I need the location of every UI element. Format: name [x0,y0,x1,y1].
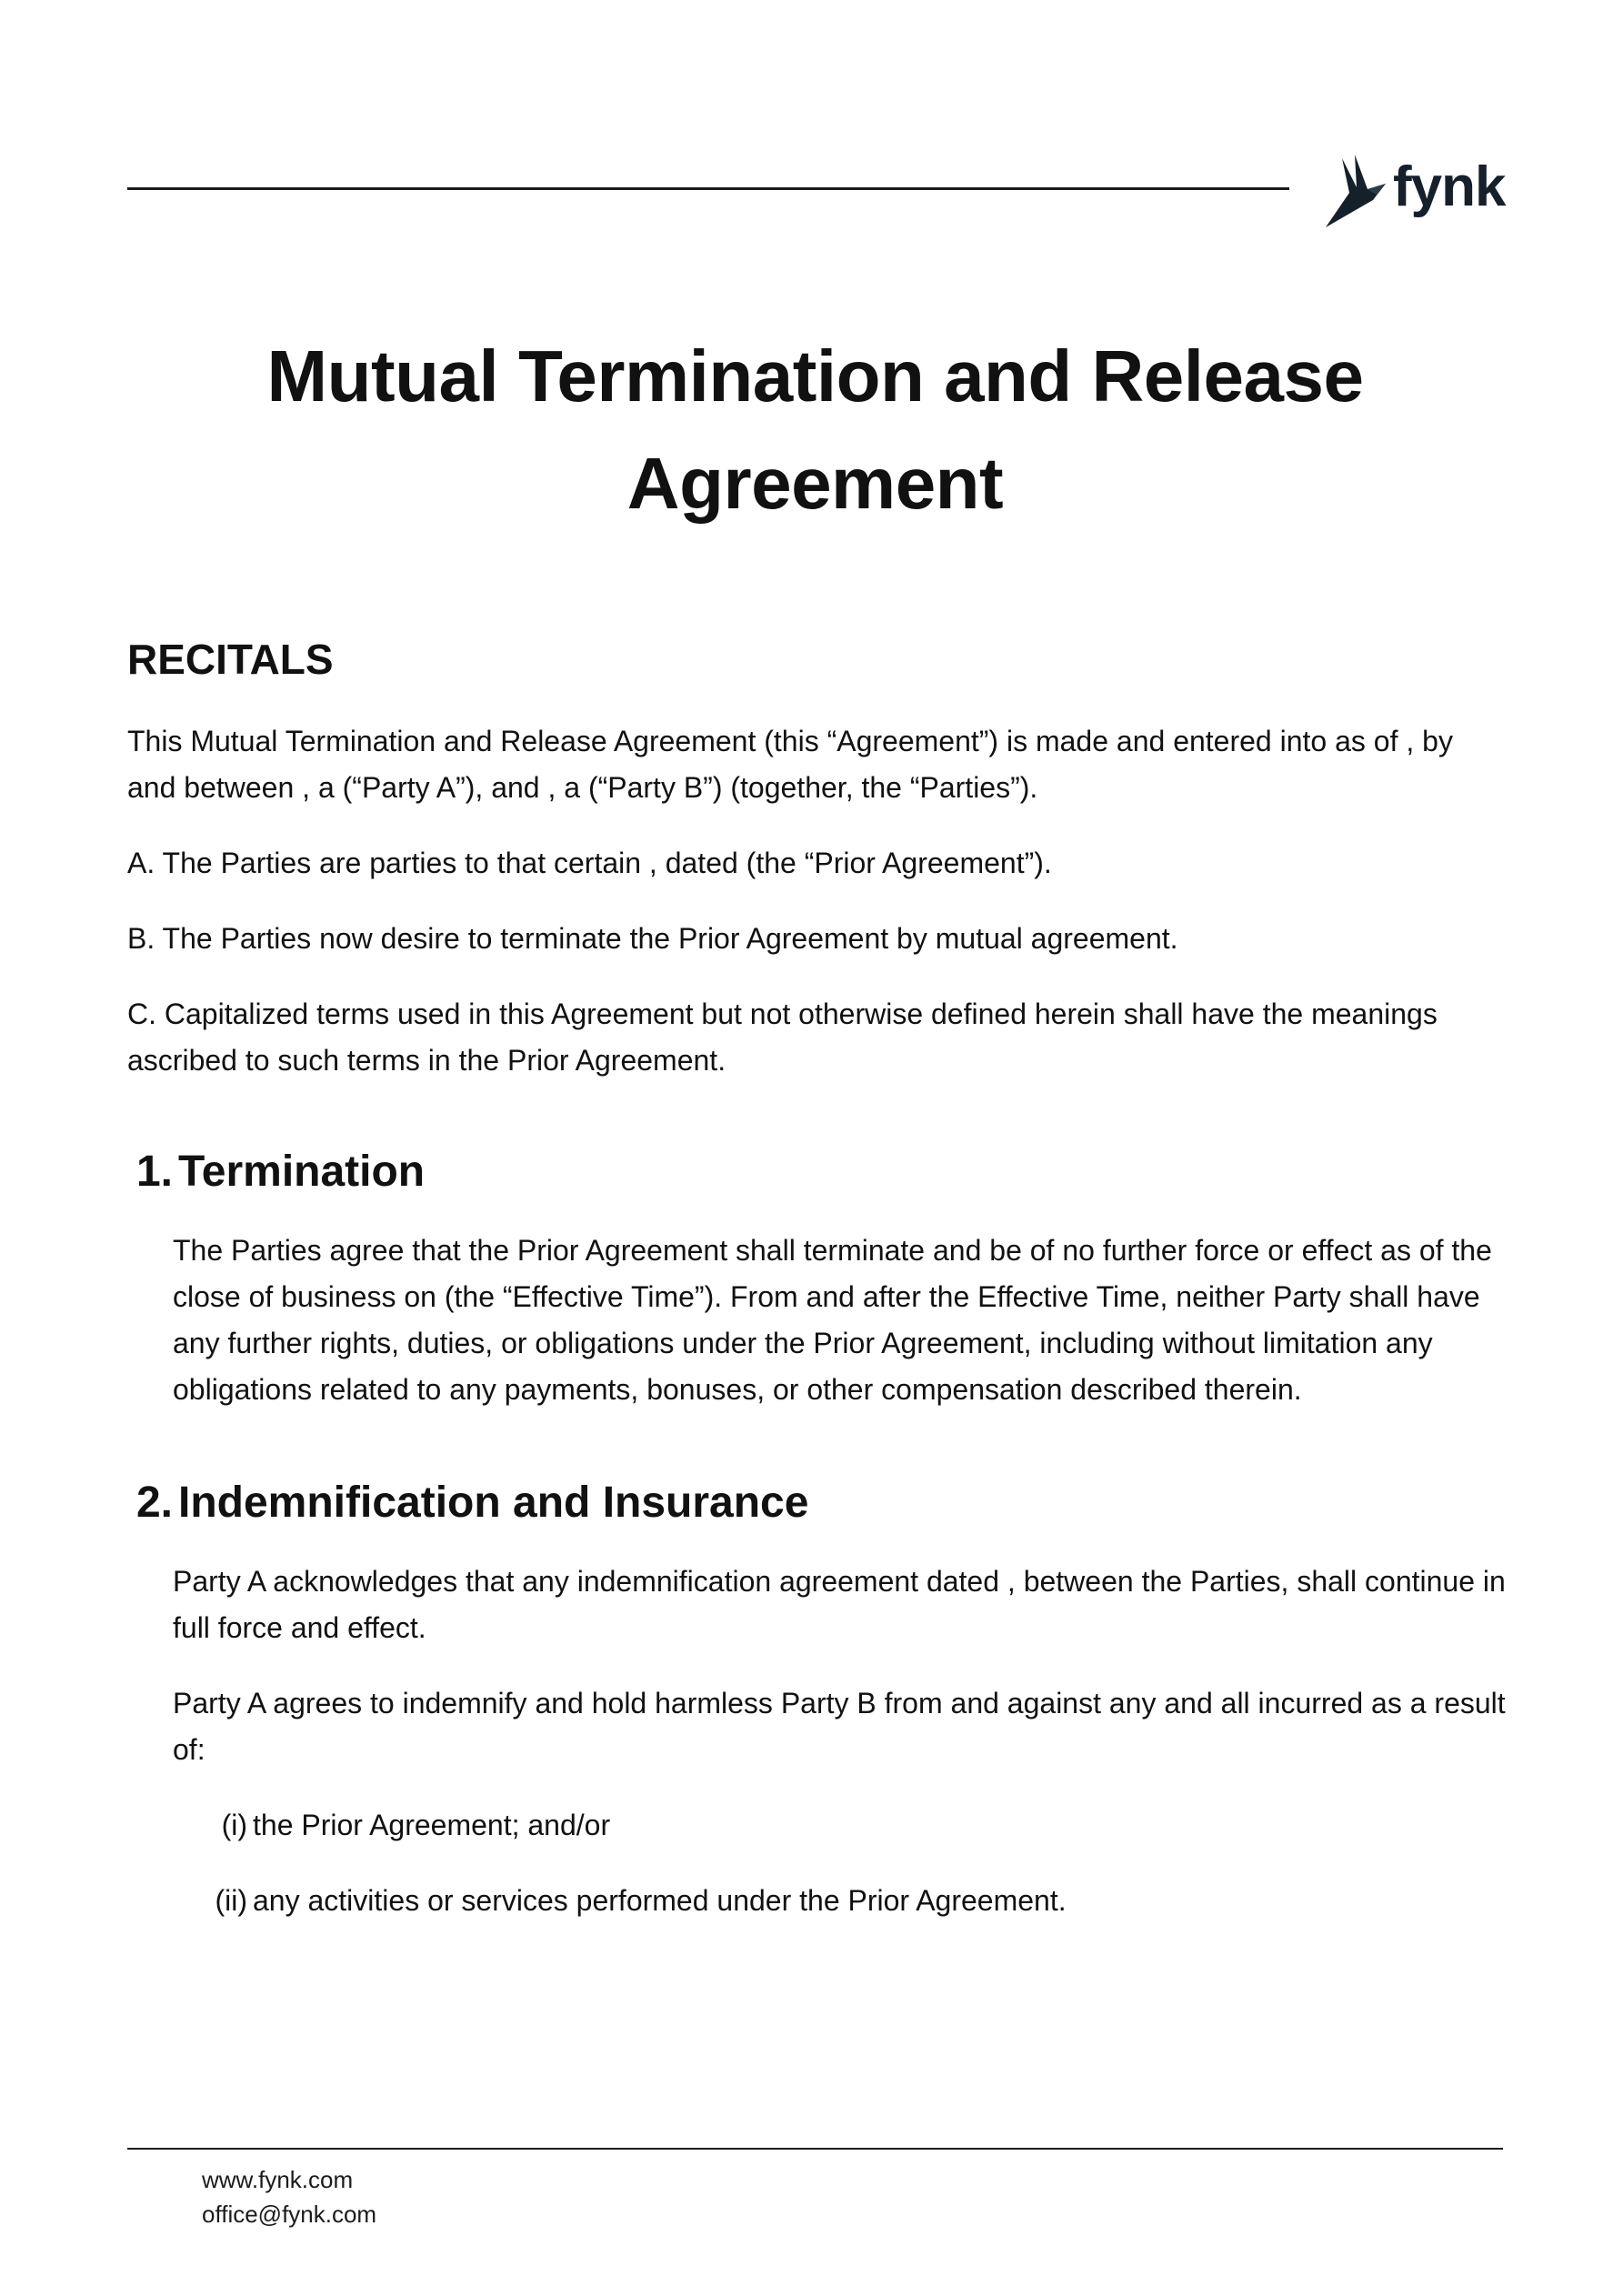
footer-email-link[interactable]: office@fynk.com [202,2201,377,2228]
section-heading-indemnification [127,1471,1509,1535]
section-title: Termination [178,1148,426,1196]
recitals-heading: RECITALS [127,636,334,683]
list-marker: (i) [221,1809,247,1841]
list-item [127,1878,1509,1924]
recitals-intro: This Mutual Termination and Release Agreement (this “Agreement”) is made and entered into as of , by and between , a (“Party A”), and , a (“Party B”) (together, the “Parties”). [127,725,1453,804]
recital-b: B. The Parties now desire to terminate the Prior Agreement by mutual agreement. [127,922,1178,955]
footer-divider [127,2148,1503,2150]
list-item [127,1802,1509,1849]
footer-website-link[interactable]: www.fynk.com [202,2166,354,2193]
indemnification-paragraph-2: Party A agrees to indemnify and hold harmless Party B from and against any and all incurred as a result of: [173,1687,1506,1766]
document-body [127,627,1509,1953]
list-text: any activities or services performed under the Prior Agreement. [253,1884,1067,1917]
title-line-1: Mutual Termination and Release [266,336,1364,416]
header-divider [127,187,1289,190]
footer [202,2162,376,2231]
brand-logo [1322,150,1505,232]
section-termination-body [127,1228,1509,1413]
recital-c: C. Capitalized terms used in this Agreement but not otherwise defined herein shall have the meanings ascribed to such terms in the Prior Agreement. [127,998,1438,1077]
list-marker: (ii) [215,1884,247,1917]
termination-paragraph: The Parties agree that the Prior Agreement shall terminate and be of no further force or effect as of the close of business on (the “Effective Time”). From and after the Effective Time, neither Party shall have any further rights, duties, or obligations under the Prior Agreement, including without limitation any obligations related to any payments, bonuses, or other compensation described therein. [173,1234,1492,1406]
recital-a: A. The Parties are parties to that certain , dated (the “Prior Agreement”). [127,847,1052,879]
section-indemnification-body [127,1559,1509,1773]
title-line-2: Agreement [626,443,1004,524]
bird-icon [1322,153,1388,229]
brand-name: fynk [1393,155,1506,218]
section-heading-termination [127,1140,1509,1204]
document-title [127,323,1503,537]
section-title: Indemnification and Insurance [178,1479,809,1527]
list-text: the Prior Agreement; and/or [253,1809,611,1841]
section-number: 1. [135,1148,173,1196]
section-number: 2. [135,1479,173,1527]
indemnification-paragraph-1: Party A acknowledges that any indemnification agreement dated , between the Parties, shall continue in full force and effect. [173,1565,1506,1644]
